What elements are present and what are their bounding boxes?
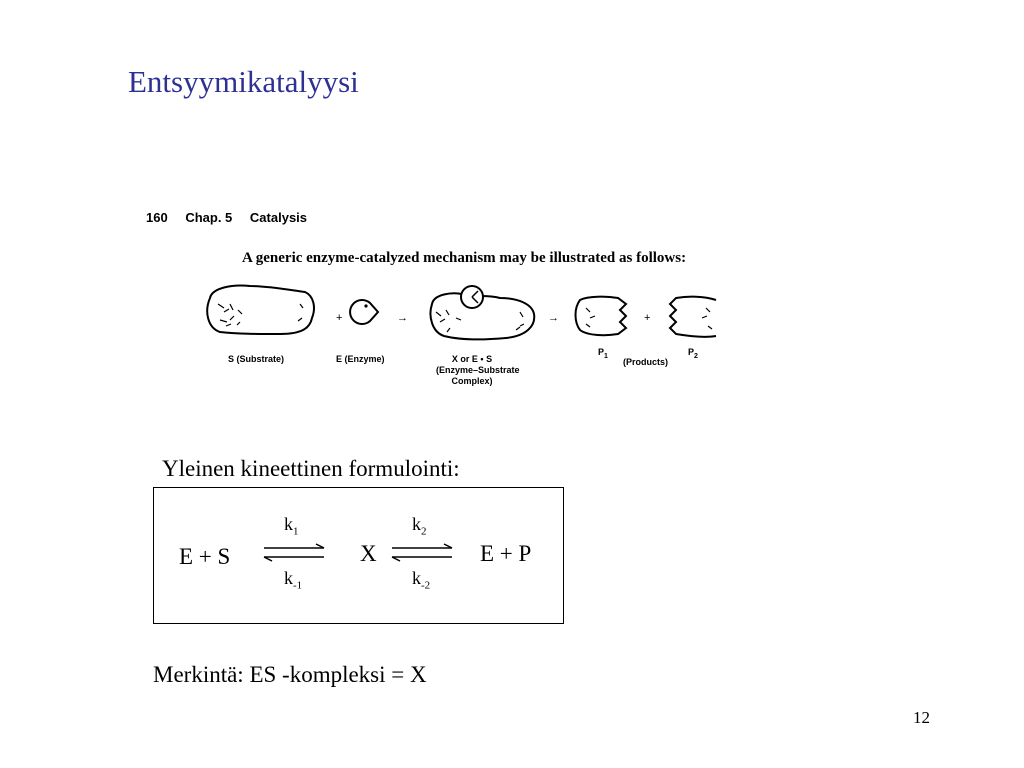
arrow-operator-1: → [397,312,408,324]
plus-operator-1: + [336,312,343,324]
rate-constant-k2: $k_2$ [412,514,427,538]
product1-shape [576,297,627,336]
enzyme-label: E (Enzyme) [336,354,385,364]
substrate-label: S (Substrate) [228,354,285,364]
complex-label-line3: Complex) [451,376,493,386]
equilibrium-arrows-1 [262,542,328,564]
figure-caption: A generic enzyme-catalyzed mechanism may be illustrated as follows: [242,250,687,266]
rate-constant-k-1: $k_{-1}$ [284,568,303,592]
notation-note: Merkintä: ES -kompleksi = X [153,662,427,687]
page-number: 12 [913,708,930,727]
mechanism-figure [140,200,720,400]
figure-page-number: 160 [146,210,168,225]
intermediate-x: X [360,541,377,566]
complex-texture [436,310,524,332]
rate-constant-k1: $k_1$ [284,514,299,538]
plus-operator-2: + [644,312,651,324]
kinetics-scheme-box [153,487,564,624]
rate-constant-k-2: $k_{-2}$ [412,568,431,592]
mechanism-drawing [140,200,720,400]
figure-chapter: Chap. 5 [185,210,233,225]
reactants: E + S [179,544,231,569]
substrate-texture [218,304,303,326]
figure-section: Catalysis [249,210,308,225]
slide-title: Entsyymikatalyysi [128,64,359,99]
equilibrium-arrows-2 [390,542,456,564]
arrow-operator-2: → [548,312,559,324]
substrate-shape [207,286,314,335]
complex-label-line2: (Enzyme–Substrate [436,365,520,375]
enzyme-eye [364,304,367,307]
kinetics-heading: Yleinen kineettinen formulointi: [162,456,460,481]
product1-label: $P_1$ [598,347,608,360]
complex-label [436,354,520,387]
products-label: (Products) [623,357,668,367]
complex-label-line1: X or E • S [451,354,493,364]
product2-shape [670,297,716,337]
enzyme-shape [350,300,378,324]
products: E + P [480,541,532,566]
product2-label: $P_2$ [688,347,698,360]
